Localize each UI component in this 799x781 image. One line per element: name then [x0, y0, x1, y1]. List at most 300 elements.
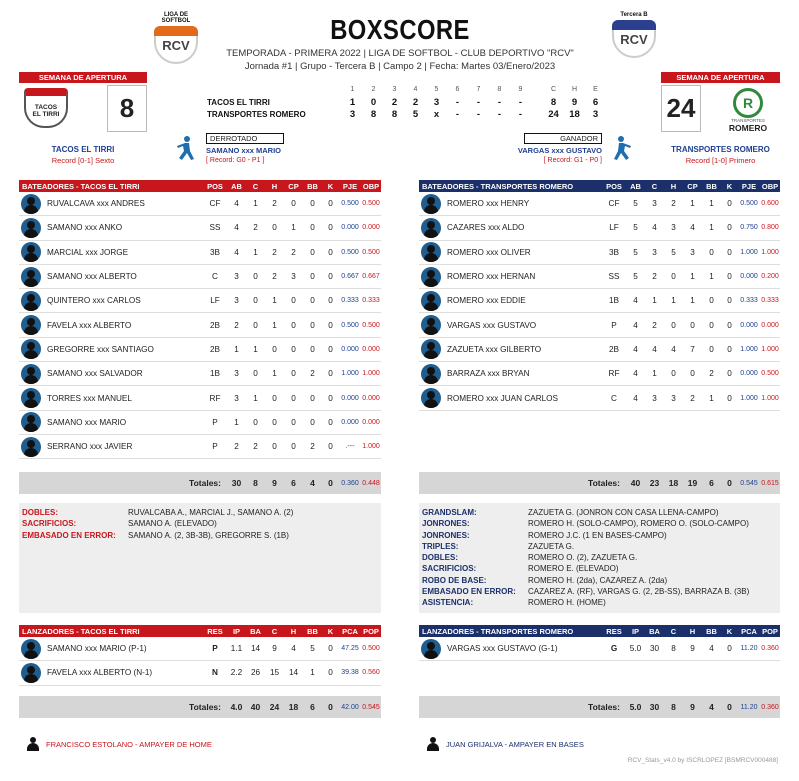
stat-cell: 0	[709, 296, 714, 306]
stat-cell: 2	[272, 247, 277, 257]
stat-cell: 1	[272, 296, 277, 306]
column-header: RES	[606, 626, 622, 636]
season-line: TEMPORADA - PRIMERA 2022 | LIGA DE SOFTBOL - CLUB DEPORTIVO "RCV"	[226, 48, 574, 59]
table-row	[19, 313, 381, 337]
column-header: POS	[606, 181, 622, 191]
stat-cell: 0.600	[761, 200, 779, 208]
table-row	[19, 637, 381, 661]
table-row	[419, 289, 780, 313]
inning-runs: 5	[412, 108, 419, 120]
stat-cell: 0.500	[341, 200, 359, 208]
player-avatar-icon	[21, 267, 41, 287]
totals-label: Totales:	[189, 478, 221, 488]
note-row	[422, 530, 777, 541]
stat-cell: 1	[652, 296, 657, 306]
stat-cell: 0	[709, 320, 714, 330]
stat-cell: 0.500	[362, 645, 380, 653]
player-cell	[419, 242, 602, 262]
player-name: MARCIAL xxx JORGE	[47, 247, 129, 257]
note-value: SAMANO A. (ELEVADO)	[128, 519, 217, 529]
away-team-logo: R TRANSPORTES ROMERO	[718, 86, 778, 132]
stat-cell: 5	[310, 644, 315, 654]
column-header: BA	[250, 626, 261, 636]
stat-cell: 1	[709, 199, 714, 209]
stat-cell: 0	[328, 393, 333, 403]
table-row	[19, 661, 381, 685]
stat-cell: 0	[253, 272, 258, 282]
note-label: EMBASADO EN ERROR:	[22, 530, 116, 540]
inning-header: 3	[392, 86, 397, 93]
note-label: DOBLES:	[422, 553, 458, 563]
stat-cell: 0	[727, 644, 732, 654]
stat-cell: 4	[633, 296, 638, 306]
column-header: CP	[687, 181, 698, 191]
stat-cell: 30	[649, 644, 660, 654]
stat-cell: 0	[253, 369, 258, 379]
totals-label: Totales:	[588, 702, 620, 712]
stat-cell: 4	[234, 199, 239, 209]
player-cell	[419, 364, 602, 384]
stat-cell: 0	[310, 247, 315, 257]
stat-cell: 1	[253, 247, 258, 257]
stat-cell: 1	[671, 296, 676, 306]
stat-cell: C	[611, 393, 617, 403]
stat-cell: 0.500	[362, 200, 380, 208]
stat-cell: 2B	[608, 344, 619, 354]
stat-cell: 4	[234, 247, 239, 257]
totals-cell: 0.545	[740, 479, 758, 487]
table-row	[19, 289, 381, 313]
totals-cell: 0	[727, 478, 732, 488]
player-name: FAVELA xxx ALBERTO	[47, 320, 132, 330]
player-avatar-icon	[421, 242, 441, 262]
inning-header: 1	[350, 86, 355, 93]
note-label: ASISTENCIA:	[422, 598, 474, 608]
stat-cell: 1.000	[740, 248, 758, 256]
table-title: BATEADORES - TACOS EL TIRRI	[22, 181, 140, 191]
stat-cell: 0	[272, 417, 277, 427]
game-info-line: Jornada #1 | Grupo - Tercera B | Campo 2 | Fecha: Martes 03/Enero/2023	[244, 61, 556, 72]
note-label: JONRONES:	[422, 530, 470, 540]
player-name: SERRANO xxx JAVIER	[47, 442, 133, 452]
stat-cell: 3	[652, 247, 657, 257]
stat-cell: CF	[608, 199, 620, 209]
stat-cell: 1.000	[761, 394, 779, 402]
stat-cell: 1.1	[230, 644, 243, 654]
stat-cell: 1	[291, 223, 296, 233]
table-row	[419, 192, 780, 216]
stat-cell: RF	[209, 393, 221, 403]
stat-cell: 1	[690, 199, 695, 209]
away-week-band: SEMANA DE APERTURA	[661, 72, 780, 83]
total-e: 3	[592, 108, 599, 120]
player-name: CAZARES xxx ALDO	[447, 223, 525, 233]
stat-cell: SS	[608, 272, 620, 282]
inning-runs: 1	[349, 96, 356, 108]
stat-cell: 1	[310, 668, 315, 678]
player-cell	[19, 663, 203, 683]
stat-cell: 2	[652, 320, 657, 330]
stat-cell: 0	[328, 344, 333, 354]
stat-cell: 39.38	[341, 669, 359, 677]
stat-cell: 3	[652, 199, 657, 209]
player-cell	[19, 412, 203, 432]
stat-cell: 0	[310, 272, 315, 282]
stat-cell: 0	[727, 272, 732, 282]
inning-runs: -	[476, 108, 481, 120]
stat-cell: 0.360	[761, 645, 779, 653]
stat-cell: 3	[671, 393, 676, 403]
player-name: SAMANO xxx ALBERTO	[47, 272, 137, 282]
pitcher-figure-icon	[175, 135, 197, 161]
inning-runs: -	[518, 108, 523, 120]
stat-cell: 0	[291, 369, 296, 379]
column-header: H	[670, 181, 677, 191]
table-row	[19, 241, 381, 265]
player-avatar-icon	[421, 194, 441, 214]
stat-cell: 0.000	[362, 345, 380, 353]
stat-cell: 0.000	[761, 321, 779, 329]
player-avatar-icon	[21, 364, 41, 384]
stat-cell: 0.333	[761, 297, 779, 305]
stat-cell: 4	[652, 223, 657, 233]
stat-cell: SS	[209, 223, 221, 233]
totals-cell: 4	[310, 478, 315, 488]
stat-cell: 5	[671, 247, 676, 257]
stat-cell: 0	[727, 199, 732, 209]
note-row	[422, 563, 777, 574]
stat-cell: 4	[690, 223, 695, 233]
column-header: K	[726, 181, 733, 191]
total-e: 6	[592, 96, 599, 108]
note-label: TRIPLES:	[422, 541, 459, 551]
stat-cell: 1	[709, 223, 714, 233]
stat-cell: 1.000	[362, 370, 380, 378]
division-logo-caption: Tercera B	[620, 12, 648, 18]
note-row	[22, 518, 378, 529]
inning-runs: -	[518, 96, 523, 108]
player-cell	[19, 388, 203, 408]
column-header: OBP	[362, 181, 380, 191]
note-row	[422, 586, 777, 597]
stat-cell: G	[610, 644, 618, 654]
player-name: TORRES xxx MANUEL	[47, 393, 132, 403]
inning-runs: -	[455, 108, 460, 120]
inning-header: 9	[518, 86, 523, 93]
stat-cell: 0	[690, 320, 695, 330]
stat-cell: 3	[234, 369, 239, 379]
stat-cell: 0	[310, 344, 315, 354]
stat-cell: 4	[671, 344, 676, 354]
stat-cell: 0.500	[761, 370, 779, 378]
stat-cell: 0.333	[341, 297, 359, 305]
player-name: BARRAZA xxx BRYAN	[447, 369, 530, 379]
home-pitching-table	[19, 625, 381, 718]
stat-cell: 0	[727, 247, 732, 257]
stat-cell: 0	[291, 393, 296, 403]
stat-cell: 14	[250, 644, 261, 654]
player-cell	[419, 267, 602, 287]
player-avatar-icon	[21, 242, 41, 262]
player-cell	[19, 267, 203, 287]
linescore-team: TRANSPORTES ROMERO	[207, 109, 306, 119]
total-c: 8	[550, 96, 557, 108]
stat-cell: 0	[328, 644, 333, 654]
totals-cell: 0.545	[362, 703, 380, 711]
inning-runs: -	[497, 108, 502, 120]
stat-cell: 0	[690, 369, 695, 379]
player-name: QUINTERO xxx CARLOS	[47, 296, 141, 306]
linescore	[207, 86, 607, 120]
stat-cell: 4	[709, 644, 714, 654]
note-row	[422, 507, 777, 518]
player-name: ROMERO xxx HENRY	[447, 199, 530, 209]
column-header: AB	[630, 181, 641, 191]
stat-cell: 0	[310, 223, 315, 233]
player-avatar-icon	[421, 218, 441, 238]
pitcher-figure-icon	[611, 135, 633, 161]
inning-runs: 2	[391, 96, 398, 108]
totals-cell: 9	[272, 478, 277, 488]
stat-cell: 5.0	[629, 644, 642, 654]
totals-cell: 0.448	[362, 479, 380, 487]
stat-cell: 4	[652, 344, 657, 354]
totals-label: Totales:	[588, 478, 620, 488]
player-cell	[419, 388, 602, 408]
stat-cell: 0	[328, 417, 333, 427]
stat-cell: 7	[690, 344, 695, 354]
player-avatar-icon	[21, 639, 41, 659]
player-name: FAVELA xxx ALBERTO (N-1)	[47, 668, 153, 678]
stat-cell: 0	[310, 393, 315, 403]
away-logo-sub: TRANSPORTES	[731, 118, 765, 123]
totals-cell: 5.0	[629, 702, 642, 712]
column-header: POS	[207, 181, 223, 191]
stat-cell: 1	[652, 369, 657, 379]
total-c: 24	[548, 108, 559, 120]
winning-pitcher-tag: GANADOR	[524, 133, 602, 144]
away-team-record: Record [1-0] Primero	[685, 156, 756, 165]
linescore-team: TACOS EL TIRRI	[207, 97, 270, 107]
column-header: H	[271, 181, 278, 191]
stat-cell: 5	[633, 247, 638, 257]
player-name: VARGAS xxx GUSTAVO (G-1)	[447, 644, 558, 654]
player-avatar-icon	[21, 663, 41, 683]
stat-cell: RF	[608, 369, 620, 379]
column-header: C	[670, 626, 677, 636]
player-cell	[19, 315, 203, 335]
stat-cell: 4	[234, 223, 239, 233]
column-header: BA	[649, 626, 660, 636]
totals-cell: 6	[310, 702, 315, 712]
bases-umpire	[426, 737, 584, 751]
note-row	[422, 541, 777, 552]
player-name: GREGORRE xxx SANTIAGO	[47, 344, 154, 354]
player-cell	[19, 364, 203, 384]
player-avatar-icon	[421, 339, 441, 359]
stat-cell: 0	[328, 320, 333, 330]
inning-runs: x	[433, 108, 440, 120]
stat-cell: 1B	[608, 296, 619, 306]
column-header: RES	[207, 626, 223, 636]
stat-cell: 0	[272, 393, 277, 403]
stat-cell: 0	[709, 344, 714, 354]
page-title: BOXSCORE	[330, 14, 470, 45]
column-header: H	[689, 626, 696, 636]
note-label: DOBLES:	[22, 508, 58, 517]
stat-cell: 2	[690, 393, 695, 403]
note-label: GRANDSLAM:	[422, 508, 477, 517]
stat-cell: 0	[328, 272, 333, 282]
table-row	[19, 265, 381, 289]
stat-cell: 0.500	[740, 200, 758, 208]
logo-text: RCV	[620, 31, 648, 47]
note-value: ROMERO E. (ELEVADO)	[528, 564, 619, 574]
home-team-name: TACOS EL TIRRI	[51, 145, 115, 154]
stat-cell: 3B	[209, 247, 220, 257]
stat-cell: P	[212, 442, 218, 452]
stat-cell: 1.000	[341, 370, 359, 378]
player-name: ROMERO xxx EDDIE	[447, 296, 526, 306]
player-cell	[419, 339, 602, 359]
umpire-icon	[426, 737, 440, 751]
table-row	[19, 216, 381, 240]
totals-cell: 24	[269, 702, 280, 712]
stat-cell: 5	[633, 272, 638, 282]
player-cell	[19, 339, 203, 359]
player-name: SAMANO xxx SALVADOR	[47, 369, 143, 379]
stat-cell: 0	[253, 417, 258, 427]
note-value: ZAZUETA G.	[528, 541, 575, 551]
column-header: IP	[232, 626, 241, 636]
logo-text: RCV	[162, 37, 190, 53]
stat-cell: 0.750	[740, 224, 758, 232]
player-name: RUVALCAVA xxx ANDRES	[47, 199, 145, 209]
player-cell	[19, 242, 203, 262]
stat-cell: C	[212, 272, 218, 282]
stat-cell: 0	[709, 247, 714, 257]
stat-cell: N	[212, 668, 218, 678]
home-notes-panel	[19, 503, 381, 613]
home-week-band: SEMANA DE APERTURA	[19, 72, 147, 83]
totals-label: Totales:	[189, 702, 221, 712]
note-value: RUVALCABA A., MARCIAL J., SAMANO A. (2)	[128, 508, 294, 517]
stat-cell: 0	[671, 369, 676, 379]
totals-cell: 40	[630, 478, 641, 488]
losing-pitcher-tag: DERROTADO	[206, 133, 284, 144]
stat-cell: 0	[291, 320, 296, 330]
stat-cell: 47.25	[341, 645, 359, 653]
column-header: POP	[762, 626, 778, 636]
totals-cell: 0	[328, 702, 333, 712]
stat-cell: 0	[310, 296, 315, 306]
away-team-name: TRANSPORTES ROMERO	[671, 145, 770, 154]
stat-cell: .---	[345, 443, 355, 451]
stat-cell: 9	[690, 644, 695, 654]
column-header: PJE	[342, 181, 358, 191]
note-row	[422, 518, 777, 529]
note-row	[22, 530, 378, 541]
player-cell	[419, 291, 602, 311]
stat-cell: 0	[328, 668, 333, 678]
player-avatar-icon	[421, 291, 441, 311]
note-value: CAZAREZ A. (RF), VARGAS G. (2, 2B-SS), BARRAZA B. (3B)	[528, 587, 750, 597]
column-header: C	[271, 626, 278, 636]
stat-cell: 4	[291, 644, 296, 654]
note-row	[422, 575, 777, 586]
table-row	[19, 411, 381, 435]
player-name: ROMERO xxx HERNAN	[447, 272, 536, 282]
note-label: ROBO DE BASE:	[422, 575, 487, 585]
stat-cell: 1	[690, 272, 695, 282]
column-header: PJE	[741, 181, 757, 191]
away-notes-panel	[419, 503, 780, 613]
stat-cell: 0.560	[362, 669, 380, 677]
note-value: ROMERO J.C. (1 EN BASES-CAMPO)	[528, 530, 667, 540]
linescore-row	[207, 96, 607, 108]
player-avatar-icon	[421, 388, 441, 408]
totals-cell: 4	[709, 702, 714, 712]
stat-cell: 2B	[209, 344, 220, 354]
stat-cell: 1	[272, 320, 277, 330]
stat-cell: 1.000	[740, 394, 758, 402]
inning-runs: 2	[412, 96, 419, 108]
totals-cell: 0	[727, 702, 732, 712]
stat-cell: 0.800	[761, 224, 779, 232]
inning-header: 4	[413, 86, 418, 93]
stat-cell: 2B	[209, 320, 220, 330]
column-header: K	[327, 181, 334, 191]
home-score: 8	[107, 85, 147, 132]
stat-cell: 0.000	[740, 273, 758, 281]
totals-cell: 8	[253, 478, 258, 488]
inning-runs: 0	[370, 96, 377, 108]
stat-cell: 5	[633, 223, 638, 233]
stat-cell: 4	[633, 393, 638, 403]
stat-cell: 2	[310, 442, 315, 452]
stat-cell: 2	[291, 247, 296, 257]
column-header: K	[327, 626, 334, 636]
umpire-icon	[26, 737, 40, 751]
stat-cell: 9	[272, 644, 277, 654]
totals-cell: 11.20	[740, 703, 758, 711]
table-title: LANZADORES - TACOS EL TIRRI	[22, 626, 140, 636]
stat-cell: 2	[652, 272, 657, 282]
note-label: SACRIFICIOS:	[422, 564, 477, 574]
stat-cell: 1	[690, 296, 695, 306]
stat-cell: 2	[253, 223, 258, 233]
player-cell	[19, 218, 203, 238]
stat-cell: 0	[310, 417, 315, 427]
stat-cell: 1	[709, 272, 714, 282]
stat-cell: 2	[234, 320, 239, 330]
away-pitching-table	[419, 625, 780, 718]
stat-cell: 1B	[209, 369, 220, 379]
table-title: LANZADORES - TRANSPORTES ROMERO	[422, 626, 574, 636]
stat-cell: 0.333	[740, 297, 758, 305]
note-value: ROMERO O. (2), ZAZUETA G.	[528, 553, 638, 563]
inning-runs: 8	[391, 108, 398, 120]
winning-pitcher-name: VARGAS xxx GUSTAVO	[517, 146, 602, 155]
stat-cell: 0	[272, 442, 277, 452]
table-row	[19, 362, 381, 386]
column-header: POP	[363, 626, 379, 636]
totals-cell: 18	[288, 702, 299, 712]
note-value: ROMERO H. (SOLO-CAMPO), ROMERO O. (SOLO-CAMPO)	[528, 519, 749, 529]
stat-cell: 0	[253, 320, 258, 330]
stat-cell: 2	[671, 199, 676, 209]
note-row	[422, 597, 777, 608]
